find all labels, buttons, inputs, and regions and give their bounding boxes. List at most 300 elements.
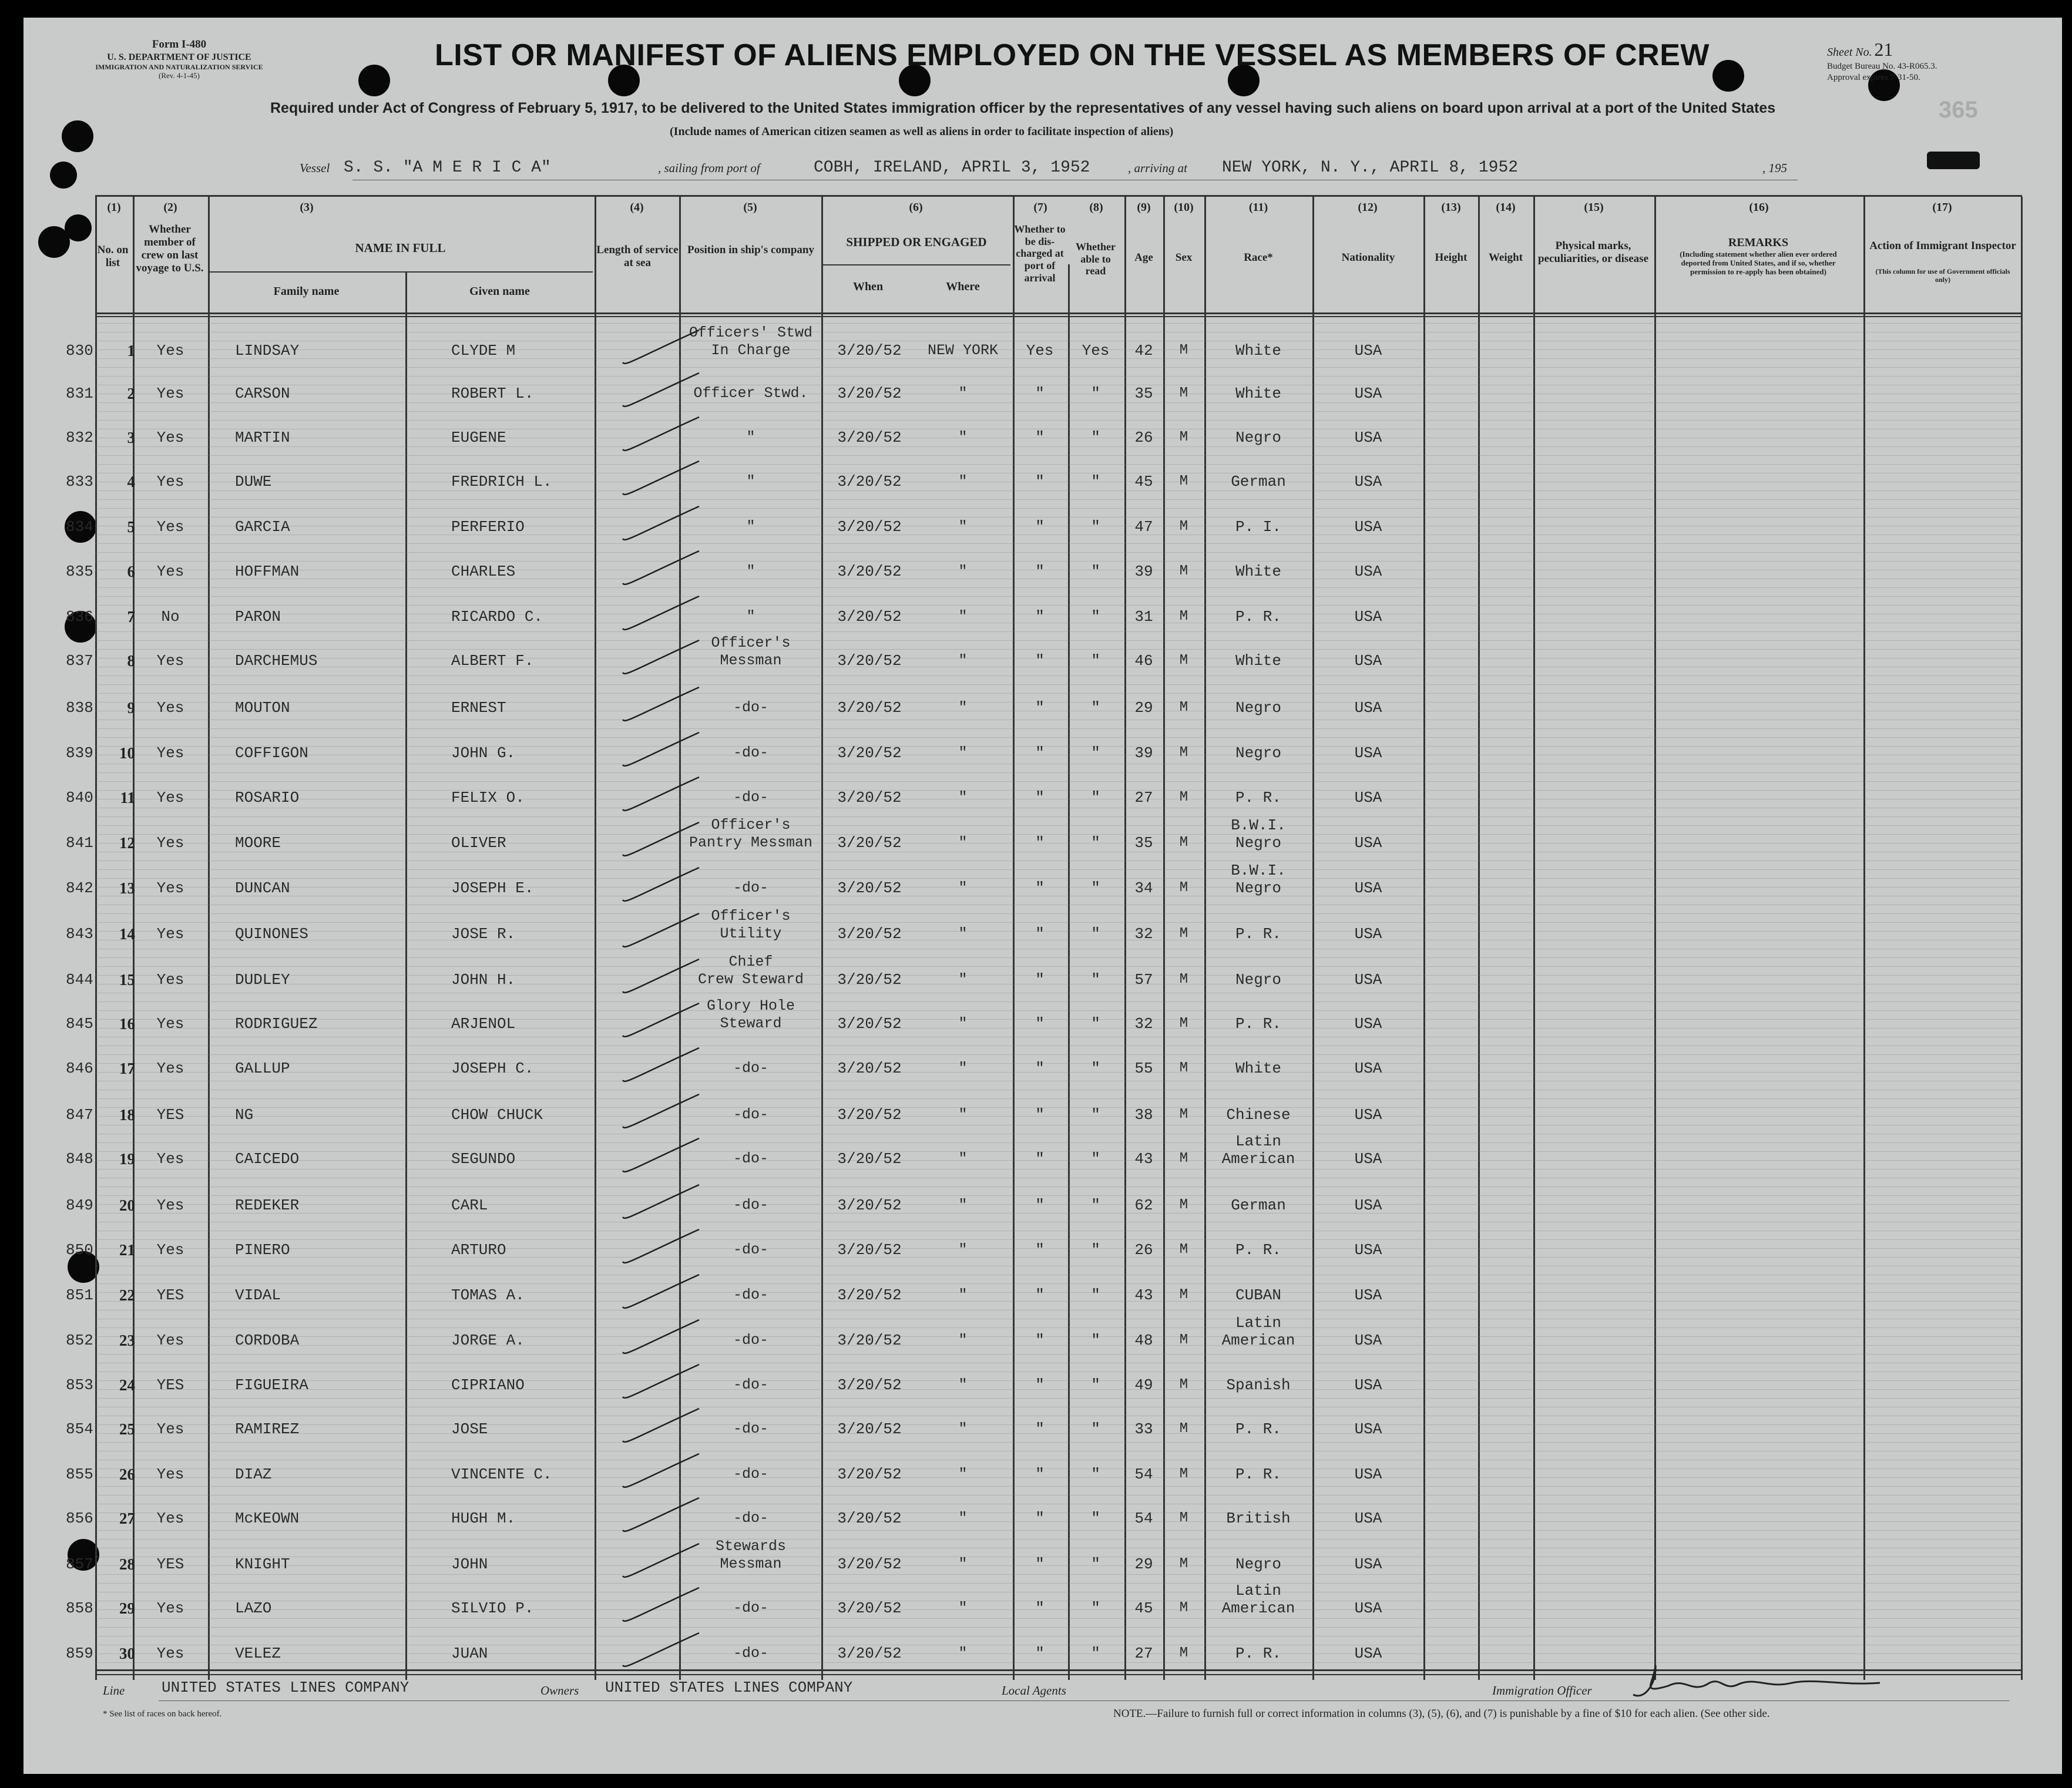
- cell-disch: [1014, 789, 1066, 806]
- cell-position: [680, 879, 821, 897]
- col13-header: Height: [1435, 251, 1467, 264]
- cell-given: [451, 1376, 592, 1394]
- cell-line: ": [958, 385, 968, 402]
- cell-line: VIDAL: [235, 1286, 281, 1304]
- arriving-label: , arriving at: [1128, 161, 1187, 175]
- cell-line: 3/20/52: [837, 1420, 902, 1438]
- cell-family: [235, 1150, 399, 1168]
- cell-given: [451, 1645, 592, 1662]
- cell-line: USA: [1354, 834, 1382, 852]
- cell-prev: [135, 652, 206, 670]
- cell-line: ": [1091, 1060, 1100, 1077]
- cell-family: [235, 1376, 399, 1394]
- cell-seq: [66, 1466, 113, 1483]
- cell-position: [680, 634, 821, 670]
- cell-line: Yes: [156, 699, 184, 717]
- cell-line: CAICEDO: [235, 1150, 300, 1168]
- cell-when: [825, 608, 914, 626]
- paper-rule: [95, 1283, 2022, 1284]
- cell-sex: [1164, 563, 1203, 580]
- cell-line: -do-: [733, 699, 768, 716]
- cell-line: USA: [1354, 699, 1382, 717]
- cell-line: ": [746, 608, 755, 625]
- cell-line: 3/20/52: [837, 1197, 902, 1214]
- cell-where: [915, 563, 1010, 580]
- cell-line: ": [958, 1420, 968, 1437]
- cell-family: [235, 1510, 399, 1527]
- cell-no: [112, 925, 135, 943]
- cell-line: ": [1091, 1241, 1100, 1259]
- cell-read: [1069, 744, 1122, 762]
- column-number: (12): [1358, 201, 1378, 214]
- cell-sex: [1164, 1332, 1203, 1349]
- cell-age: [1126, 1060, 1162, 1077]
- cell-no: [112, 1241, 135, 1259]
- cell-given: [451, 1599, 592, 1617]
- cell-line: Negro: [1235, 834, 1281, 852]
- col16-note: (Including statement whether alien ever ordered deported from United States, and if so, whether permission to re-apply has been obtained): [1680, 250, 1837, 276]
- column-number: (9): [1137, 201, 1151, 214]
- owners-value: UNITED STATES LINES COMPANY: [605, 1679, 853, 1696]
- cell-line: American: [1221, 1599, 1295, 1617]
- cell-line: Yes: [156, 971, 184, 989]
- cell-disch: [1014, 1555, 1066, 1573]
- paper-rule: [95, 420, 2022, 421]
- cell-given: [451, 1466, 592, 1483]
- paper-rule: [95, 1098, 2022, 1099]
- cell-read: [1069, 1150, 1122, 1168]
- cell-given: [451, 608, 592, 626]
- cell-line: ": [1091, 1332, 1100, 1349]
- cell-seq: [66, 1555, 113, 1573]
- col6-header: SHIPPED OR ENGAGED: [846, 235, 987, 249]
- cell-line: M: [1179, 1421, 1188, 1437]
- cell-family: [235, 971, 399, 989]
- column-rule: [821, 197, 823, 1680]
- cell-line: CUBAN: [1235, 1286, 1281, 1304]
- cell-line: USA: [1354, 1420, 1382, 1438]
- cell-line: 45: [1134, 473, 1153, 490]
- cell-where: [915, 608, 1010, 626]
- cell-read: [1069, 1420, 1122, 1438]
- paper-rule: [95, 605, 2022, 606]
- cell-line: 856: [66, 1510, 93, 1527]
- paper-rule: [95, 816, 2022, 817]
- paper-rule: [95, 1327, 2022, 1328]
- cell-line: QUINONES: [235, 925, 308, 943]
- sheet-number: 21: [1874, 39, 1893, 60]
- year-suffix: , 195: [1762, 161, 1787, 175]
- cell-line: ": [958, 879, 968, 896]
- cell-line: ": [1091, 608, 1100, 626]
- cell-line: PARON: [235, 608, 281, 626]
- cell-line: White: [1235, 1060, 1281, 1077]
- cell-when: [825, 563, 914, 580]
- cell-line: ": [1035, 1197, 1045, 1214]
- cell-read: [1069, 879, 1122, 897]
- cell-position: [680, 324, 821, 359]
- cell-line: Yes: [156, 1015, 184, 1033]
- cell-line: B.W.I.: [1231, 816, 1286, 834]
- cell-when: [825, 1286, 914, 1304]
- cell-disch: [1014, 1286, 1066, 1304]
- cell-age: [1126, 1510, 1162, 1527]
- cell-race: [1205, 608, 1311, 626]
- cell-where: [915, 342, 1010, 359]
- cell-line: 3/20/52: [837, 834, 902, 852]
- cell-position: [680, 385, 821, 402]
- cell-line: JUAN: [451, 1645, 488, 1662]
- cell-line: ": [958, 1510, 968, 1527]
- cell-given: [451, 971, 592, 989]
- cell-line: ": [1091, 1150, 1100, 1168]
- paper-rule: [95, 543, 2022, 544]
- cell-when: [825, 429, 914, 446]
- cell-nat: [1314, 1466, 1423, 1483]
- cell-position: [680, 816, 821, 852]
- cell-no: [112, 1420, 135, 1438]
- cell-line: USA: [1354, 971, 1382, 989]
- cell-line: YES: [156, 1286, 184, 1304]
- cell-line: USA: [1354, 1150, 1382, 1168]
- cell-seq: [66, 1241, 113, 1259]
- cell-line: 21: [119, 1241, 135, 1259]
- cell-where: [915, 925, 1010, 943]
- cell-line: USA: [1354, 1466, 1382, 1483]
- cell-race: [1205, 1132, 1311, 1168]
- paper-rule: [95, 561, 2022, 562]
- cell-line: 3/20/52: [837, 1060, 902, 1077]
- cell-where: [915, 744, 1010, 762]
- cell-seq: [66, 1106, 113, 1124]
- cell-line: FIGUEIRA: [235, 1376, 308, 1394]
- cell-line: 27: [1134, 789, 1153, 806]
- cell-position: [680, 1060, 821, 1077]
- form-dept: U. S. DEPARTMENT OF JUSTICE: [107, 52, 251, 62]
- cell-when: [825, 1197, 914, 1214]
- col6a-header: When: [852, 280, 884, 293]
- cell-line: Officer's: [711, 816, 791, 833]
- cell-line: 2: [127, 385, 135, 402]
- cell-where: [915, 1510, 1010, 1527]
- cell-line: ": [1035, 1015, 1045, 1033]
- cell-line: ": [1035, 1599, 1045, 1617]
- punch-hole: [1712, 60, 1744, 92]
- cell-line: -do-: [733, 1420, 768, 1437]
- subnote: (Include names of American citizen seamen as well as aliens in order to facilitate inspection of aliens): [670, 125, 1174, 138]
- cell-line: -do-: [733, 1332, 768, 1349]
- cell-line: 3/20/52: [837, 1241, 902, 1259]
- cell-position: [680, 1150, 821, 1168]
- cell-read: [1069, 1599, 1122, 1617]
- cell-read: [1069, 1332, 1122, 1349]
- cell-line: ": [958, 1015, 968, 1032]
- cell-seq: [66, 342, 113, 359]
- cell-when: [825, 925, 914, 943]
- cell-line: 35: [1134, 385, 1153, 402]
- cell-line: 27: [1134, 1645, 1153, 1662]
- cell-line: 12: [119, 834, 135, 852]
- cell-read: [1069, 608, 1122, 626]
- cell-line: Yes: [156, 563, 184, 580]
- cell-line: ": [1091, 473, 1100, 490]
- cell-read: [1069, 1376, 1122, 1394]
- cell-line: ": [1091, 879, 1100, 897]
- cell-line: -do-: [733, 1466, 768, 1483]
- cell-line: 831: [66, 385, 93, 402]
- cell-prev: [135, 342, 206, 359]
- paper-rule: [95, 376, 2022, 377]
- cell-line: 32: [1134, 925, 1153, 943]
- paper-rule: [95, 1354, 2022, 1355]
- cell-age: [1126, 473, 1162, 490]
- cell-line: 838: [66, 699, 93, 717]
- col2-header: Whether member of crew on last voyage to U.S.: [136, 223, 204, 274]
- paper-rule: [95, 728, 2022, 729]
- cell-line: ": [1091, 1197, 1100, 1214]
- punch-hole: [50, 162, 77, 189]
- paper-rule: [95, 913, 2022, 914]
- column-number: (10): [1174, 201, 1194, 214]
- col3b-header: Given name: [469, 285, 530, 298]
- cell-line: Spanish: [1226, 1376, 1291, 1394]
- cell-seq: [66, 1376, 113, 1394]
- cell-nat: [1314, 429, 1423, 446]
- cell-line: 19: [119, 1150, 135, 1168]
- cell-line: 857: [66, 1555, 93, 1573]
- cell-line: ": [1091, 518, 1100, 536]
- cell-line: Yes: [156, 1241, 184, 1259]
- paper-rule: [95, 1142, 2022, 1143]
- header-bottom-rule-2: [95, 316, 2022, 317]
- cell-position: [680, 1106, 821, 1124]
- cell-line: ": [958, 1376, 968, 1393]
- cell-line: VINCENTE C.: [451, 1466, 552, 1483]
- cell-sex: [1164, 652, 1203, 670]
- cell-seq: [66, 744, 113, 762]
- cell-line: 42: [1134, 342, 1153, 359]
- cell-line: USA: [1354, 518, 1382, 536]
- cell-line: Yes: [156, 744, 184, 762]
- cell-line: JORGE A.: [451, 1332, 525, 1349]
- cell-nat: [1314, 1106, 1423, 1124]
- cell-nat: [1314, 1241, 1423, 1259]
- cell-line: USA: [1354, 563, 1382, 580]
- cell-line: -do-: [733, 1376, 768, 1393]
- cell-line: ": [958, 744, 968, 761]
- cell-line: ": [1035, 1645, 1045, 1662]
- cell-line: USA: [1354, 1510, 1382, 1527]
- cell-line: ": [1091, 699, 1100, 717]
- cell-nat: [1314, 971, 1423, 989]
- paper-rule: [95, 825, 2022, 826]
- cell-read: [1069, 473, 1122, 490]
- cell-given: [451, 342, 592, 359]
- owners-label: Owners: [540, 1683, 579, 1698]
- form-rev: (Rev. 4-1-45): [159, 71, 200, 80]
- paper-rule: [95, 684, 2022, 685]
- cell-line: USA: [1354, 385, 1382, 402]
- cell-seq: [66, 834, 113, 852]
- column-rule: [1654, 197, 1656, 1680]
- cell-line: 26: [119, 1466, 135, 1483]
- cell-line: P. R.: [1235, 1241, 1281, 1259]
- cell-line: ": [1035, 744, 1045, 762]
- cell-no: [112, 744, 135, 762]
- col8-header: Whether able to read: [1076, 241, 1116, 277]
- cell-line: 57: [1134, 971, 1153, 989]
- cell-line: 3/20/52: [837, 385, 902, 402]
- cell-line: USA: [1354, 1332, 1382, 1349]
- cell-race: [1205, 862, 1311, 897]
- cell-line: M: [1179, 789, 1188, 805]
- cell-line: ": [746, 563, 755, 580]
- cell-nat: [1314, 473, 1423, 490]
- cell-line: 839: [66, 744, 93, 762]
- cell-disch: [1014, 1376, 1066, 1394]
- cell-given: [451, 563, 592, 580]
- cell-line: Glory Hole: [706, 997, 795, 1014]
- cell-line: ": [1035, 1466, 1045, 1483]
- cell-line: B.W.I.: [1231, 862, 1286, 879]
- cell-line: McKEOWN: [235, 1510, 300, 1527]
- cell-given: [451, 1015, 592, 1033]
- cell-line: ": [1035, 1332, 1045, 1349]
- cell-line: USA: [1354, 1241, 1382, 1259]
- cell-no: [112, 1510, 135, 1527]
- column-number: (8): [1089, 201, 1103, 214]
- cell-prev: [135, 1332, 206, 1349]
- cell-no: [112, 429, 135, 446]
- cell-prev: [135, 608, 206, 626]
- cell-when: [825, 385, 914, 402]
- cell-position: [680, 1466, 821, 1483]
- cell-age: [1126, 789, 1162, 806]
- cell-race: [1205, 699, 1311, 717]
- col10-header: Sex: [1175, 251, 1193, 264]
- cell-line: Officer's: [711, 634, 791, 651]
- cell-line: USA: [1354, 1060, 1382, 1077]
- cell-given: [451, 1150, 592, 1168]
- races-note: * See list of races on back hereof.: [103, 1709, 222, 1719]
- cell-line: M: [1179, 342, 1188, 358]
- cell-sex: [1164, 385, 1203, 402]
- cell-sex: [1164, 1645, 1203, 1662]
- cell-given: [451, 1241, 592, 1259]
- cell-line: 840: [66, 789, 93, 806]
- cell-position: [680, 1376, 821, 1394]
- cell-read: [1069, 1106, 1122, 1124]
- cell-position: [680, 1286, 821, 1304]
- column-number: (5): [743, 201, 757, 214]
- cell-line: ": [1035, 789, 1045, 806]
- paper-rule: [95, 640, 2022, 641]
- cell-position: [680, 744, 821, 762]
- col1-header: No. on list: [97, 244, 129, 269]
- cell-when: [825, 1555, 914, 1573]
- cell-disch: [1014, 608, 1066, 626]
- cell-age: [1126, 1332, 1162, 1349]
- cell-line: M: [1179, 1151, 1188, 1167]
- cell-line: USA: [1354, 1106, 1382, 1124]
- cell-sex: [1164, 429, 1203, 446]
- cell-sex: [1164, 925, 1203, 943]
- cell-race: [1205, 1376, 1311, 1394]
- cell-line: 22: [119, 1286, 135, 1304]
- cell-line: REDEKER: [235, 1197, 300, 1214]
- column-number: (11): [1248, 201, 1268, 214]
- col11-header: Race*: [1244, 251, 1273, 264]
- cell-line: 845: [66, 1015, 93, 1033]
- cell-seq: [66, 1510, 113, 1527]
- col17-header: Action of Immigrant Inspector: [1869, 240, 2016, 252]
- cell-line: Yes: [156, 1060, 184, 1077]
- cell-line: Yes: [1026, 342, 1054, 359]
- cell-line: Negro: [1235, 744, 1281, 762]
- cell-line: ": [1091, 1510, 1100, 1527]
- cell-family: [235, 1197, 399, 1214]
- cell-given: [451, 1332, 592, 1349]
- cell-line: 847: [66, 1106, 93, 1124]
- cell-seq: [66, 1645, 113, 1662]
- cell-line: USA: [1354, 1555, 1382, 1573]
- cell-seq: [66, 652, 113, 670]
- cell-race: [1205, 1286, 1311, 1304]
- cell-line: JOSE: [451, 1420, 488, 1438]
- cell-line: M: [1179, 1332, 1188, 1348]
- cell-position: [680, 429, 821, 446]
- cell-line: 853: [66, 1376, 93, 1394]
- cell-no: [112, 652, 135, 670]
- cell-given: [451, 1510, 592, 1527]
- cell-line: 39: [1134, 563, 1153, 580]
- cell-age: [1126, 385, 1162, 402]
- cell-line: M: [1179, 1242, 1188, 1258]
- cell-line: M: [1179, 1377, 1188, 1393]
- cell-nat: [1314, 744, 1423, 762]
- cell-read: [1069, 1286, 1122, 1304]
- col3a-header: Family name: [273, 285, 340, 298]
- cell-line: M: [1179, 700, 1188, 715]
- cell-family: [235, 1286, 399, 1304]
- cell-line: Negro: [1235, 429, 1281, 446]
- cell-line: 843: [66, 925, 93, 943]
- cell-prev: [135, 1510, 206, 1527]
- paper-rule: [95, 1486, 2022, 1487]
- cell-prev: [135, 1466, 206, 1483]
- cell-line: 27: [119, 1510, 135, 1527]
- cell-where: [915, 1150, 1010, 1168]
- cell-line: ": [1091, 789, 1100, 806]
- paper-rule: [95, 446, 2022, 447]
- cell-line: 26: [1134, 429, 1153, 446]
- cell-where: [915, 1241, 1010, 1259]
- paper-rule: [95, 1618, 2022, 1619]
- cell-no: [112, 879, 135, 897]
- paper-rule: [95, 587, 2022, 588]
- cell-sex: [1164, 1241, 1203, 1259]
- cell-disch: [1014, 1150, 1066, 1168]
- column-rule: [1423, 197, 1425, 1680]
- cell-line: Messman: [720, 1555, 782, 1572]
- cell-line: -do-: [733, 1197, 768, 1214]
- cell-line: CIPRIANO: [451, 1376, 525, 1394]
- cell-line: M: [1179, 1466, 1188, 1482]
- cell-no: [112, 1106, 135, 1124]
- cell-line: 837: [66, 652, 93, 670]
- column-number: (17): [1932, 201, 1952, 214]
- cell-line: 32: [1134, 1015, 1153, 1033]
